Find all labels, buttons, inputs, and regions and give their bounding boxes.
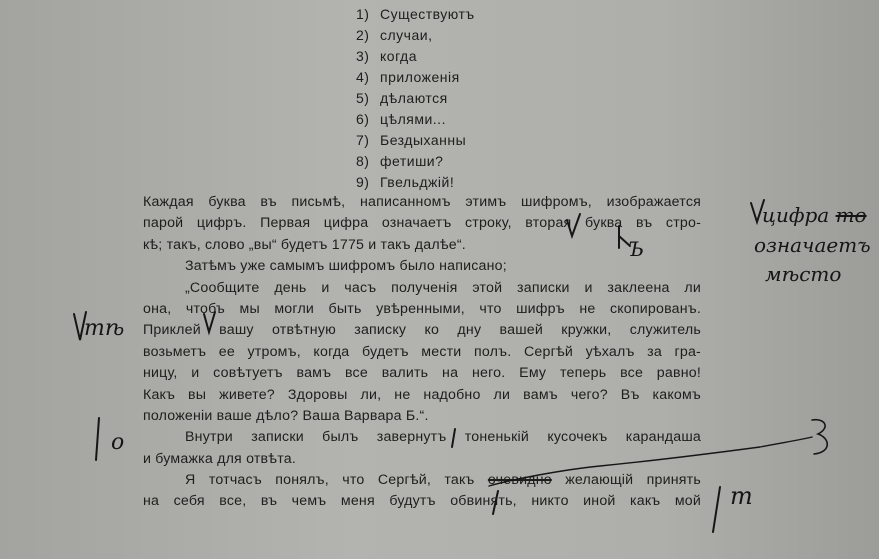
handwritten-margin-note: т [730, 482, 753, 510]
margin-slash [96, 418, 99, 460]
text-line: и бумажка для отвѣта. [143, 450, 296, 467]
list-item: 1) Существуютъ [356, 6, 475, 22]
text-line: Каждая буква въ письмѣ, написанномъ этимъ шифромъ, изображается [143, 194, 701, 210]
caret-mark [74, 312, 86, 340]
list-item: 4) приложенія [356, 69, 460, 85]
text-span: Я тотчасъ понялъ, что Сергѣй, такъ [185, 472, 475, 489]
guide-line [487, 437, 812, 489]
margin-slash [713, 487, 720, 532]
list-item: 3) когда [356, 48, 418, 64]
text-span: желающій принять [565, 472, 701, 489]
text-tick [452, 429, 455, 447]
list-item: 2) случаи, [356, 27, 433, 43]
list-item: 5) дѣлаются [356, 90, 448, 106]
text-line: парой цифръ. Первая цифра означаетъ строку, вторая буква въ стро- [143, 215, 701, 232]
handwritten-note-line1: цифра то [762, 203, 867, 227]
scribble-mark [812, 420, 827, 454]
text-line: положеніи ваше дѣло? Ваша Варвара Б.“. [143, 407, 429, 424]
caret-mark [204, 312, 215, 332]
struck-word: очевидно [487, 472, 552, 489]
text-line: возьметъ ее утромъ, когда будетъ мести полъ. Сергѣй уѣхалъ за гра- [143, 343, 701, 360]
handwritten-insert-letter: Ъ [628, 237, 644, 261]
text-line: Внутри записки былъ завернутъ тоненькій кусочекъ карандаша [185, 429, 701, 446]
list-item: 6) цѣлями... [356, 111, 446, 127]
handwritten-margin-note: тѣ [84, 316, 125, 341]
handwritten-margin-note: о [111, 430, 125, 455]
handwritten-note-line2: означаетъ [754, 233, 871, 257]
insert-mark [619, 226, 630, 248]
list-item: 9) Гвельджій! [356, 174, 455, 190]
text-line: кѣ; такъ, слово „вы“ будетъ 1775 и такъ далѣе“. [143, 236, 466, 253]
text-line: Какъ вы живете? Здоровы ли, не надобно ли вамъ чего? Въ какомъ [143, 386, 701, 403]
handwritten-note-line3: мѣсто [765, 262, 842, 286]
text-line: Затѣмъ уже самымъ шифромъ было написано; [185, 258, 507, 275]
list-item: 7) Бездыханны [356, 132, 467, 148]
text-line: Приклей вашу отвѣтную записку ко дну вашей кружки, служитель [143, 322, 701, 339]
text-line: „Сообщите день и часъ полученія этой записки и заклеена ли [185, 279, 701, 296]
caret-mark [751, 200, 764, 222]
text-line: она, чтобъ мы могли быть увѣренными, что шифръ не скопированъ. [143, 300, 701, 317]
text-line: ницу, и совѣтуетъ вамъ все валить на него. Ему теперь все равно! [143, 365, 701, 382]
text-tick [493, 491, 498, 514]
list-item: 8) фетиши? [356, 153, 444, 169]
caret-mark [567, 214, 580, 236]
text-line: на себя все, въ чемъ меня будутъ обвинять, никто иной какъ мой [143, 493, 701, 510]
